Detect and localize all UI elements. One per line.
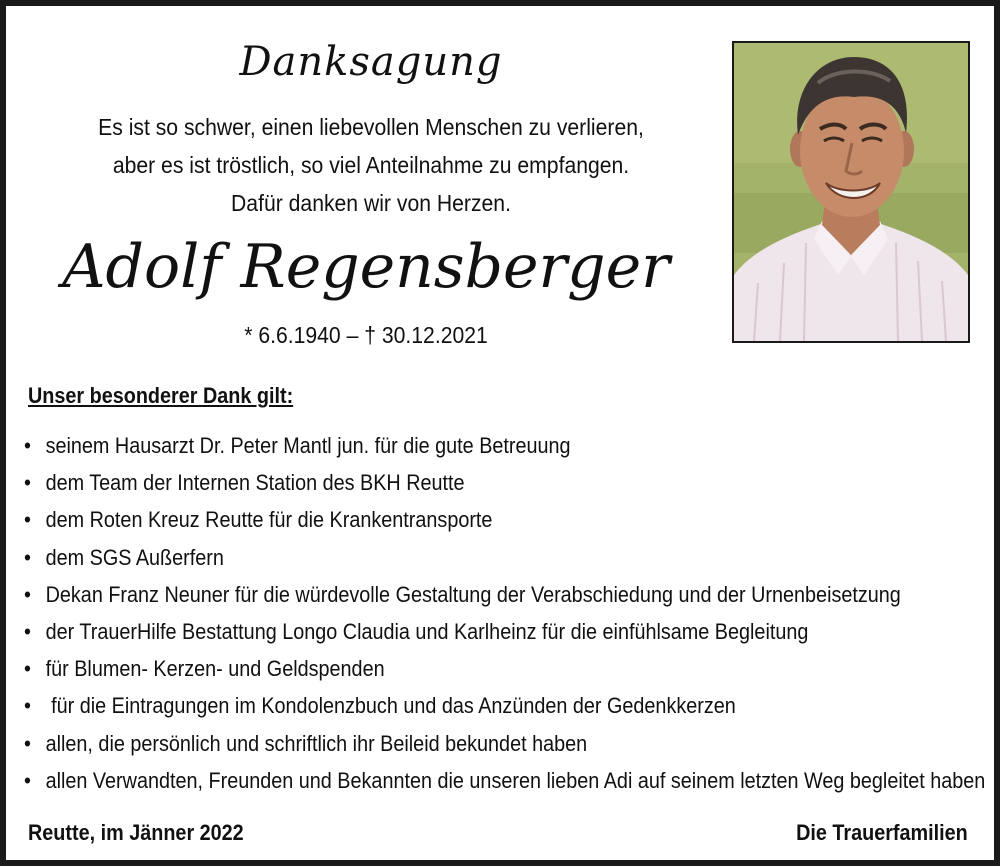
list-item xyxy=(24,427,897,464)
list-item xyxy=(24,687,897,724)
list-item-text: für Blumen- Kerzen- und Geldspenden xyxy=(45,656,385,682)
list-item xyxy=(24,576,901,613)
bullet-icon: • xyxy=(24,767,31,793)
bullet-icon: • xyxy=(24,433,31,458)
list-item-text: allen Verwandten, Freunden und Bekannten die unseren lieben Adi auf seinem letzten Weg begleitet haben xyxy=(45,767,986,793)
list-item xyxy=(24,464,897,501)
list-item-text: dem Roten Kreuz Reutte für die Krankentransporte xyxy=(45,507,493,533)
list-item xyxy=(24,725,897,762)
list-item xyxy=(24,650,897,687)
intro-line: Es ist so schwer, einen liebevollen Menschen zu verlieren, xyxy=(98,114,644,140)
thanks-title: Unser besonderer Dank gilt: xyxy=(28,383,294,408)
list-item-text: Dekan Franz Neuner für die würdevolle Gestaltung der Verabschiedung und der Urnenbeisetzung xyxy=(45,581,901,607)
bullet-icon: • xyxy=(24,581,31,607)
list-item-text: der TrauerHilfe Bestattung Longo Claudia und Karlheinz für die einfühlsame Begleitung xyxy=(45,618,809,644)
life-dates: * 6.6.1940 – † 30.12.2021 xyxy=(244,322,488,348)
list-item-text: allen, die persönlich und schriftlich ihr Beileid bekundet haben xyxy=(45,730,588,756)
thanks-list xyxy=(24,427,994,799)
list-item xyxy=(24,613,897,650)
intro-line: aber es ist tröstlich, so viel Anteilnahme zu empfangen. xyxy=(112,152,630,178)
intro-text xyxy=(72,108,670,222)
notice-heading: Danksagung xyxy=(239,39,503,85)
bullet-icon: • xyxy=(24,507,31,533)
list-item xyxy=(24,762,986,799)
bullet-icon: • xyxy=(24,656,31,682)
list-item-text: dem SGS Außerfern xyxy=(45,544,224,570)
list-item xyxy=(24,539,897,576)
signature: Die Trauerfamilien xyxy=(796,820,968,845)
bullet-icon: • xyxy=(24,730,31,756)
bullet-icon: • xyxy=(24,544,31,570)
deceased-name: Adolf Regensberger xyxy=(62,232,670,302)
bullet-icon: • xyxy=(24,693,31,719)
place-date: Reutte, im Jänner 2022 xyxy=(28,820,244,845)
list-item-text: seinem Hausarzt Dr. Peter Mantl jun. für die gute Betreuung xyxy=(45,433,571,458)
intro-line: Dafür danken wir von Herzen. xyxy=(231,190,511,216)
list-item xyxy=(24,501,897,538)
list-item-text: für die Eintragungen im Kondolenzbuch und das Anzünden der Gedenkkerzen xyxy=(45,693,736,719)
portrait-photo xyxy=(732,41,970,343)
bullet-icon: • xyxy=(24,470,31,496)
bullet-icon: • xyxy=(24,618,31,644)
list-item-text: dem Team der Internen Station des BKH Reutte xyxy=(45,470,465,496)
